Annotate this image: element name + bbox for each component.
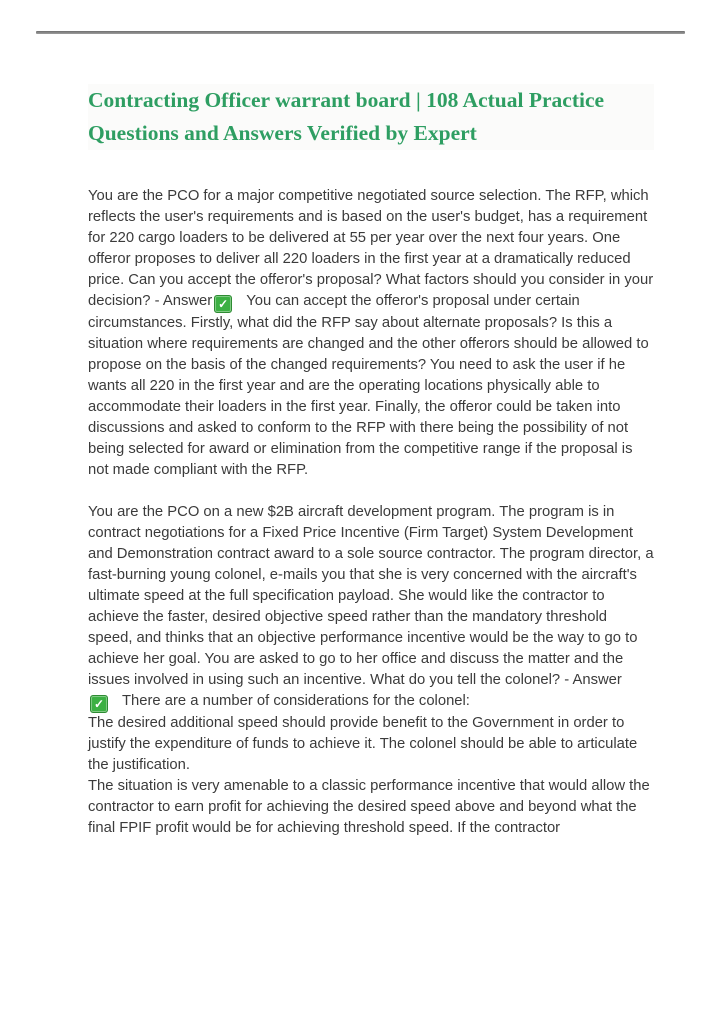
paragraph (88, 186, 654, 481)
top-horizontal-rule (36, 31, 685, 34)
document-body (88, 186, 654, 839)
document-content (88, 84, 654, 839)
answer-check-icon: ✓ (214, 295, 232, 313)
paragraph-text: You are the PCO on a new $2B aircraft development program. The program is in contract negotiations for a Fixed Price Incentive (Firm Target) System Development and Demonstration contract award to a sole source contractor. The program director, a fast-burning young colonel, e-mails you that she is very concerned with the aircraft's ultimate speed at the full specification payload. She would like the contractor to achieve the faster, desired objective speed rather than the mandatory threshold speed, and thinks that an objective performance incentive would be the way to go to achieve her goal. You are asked to go to her office and discuss the matter and the issues involved in using such an incentive. What do you tell the colonel? - Answer (88, 504, 654, 688)
paragraph-text: You can accept the offeror's proposal under certain circumstances. Firstly, what did the RFP say about alternate proposals? Is this a situation where requirements are changed and the other offerors should be allowed to propose on the basis of the changed requirements? You need to ask the user if he wants all 220 in the first year and are the operating locations physically able to accommodate their loaders in the first year. Finally, the offeror could be taken into discussions and asked to conform to the RFP with there being the possibility of not being selected for award or elimination from the competitive range if the proposal is not made compliant with the RFP. (88, 293, 649, 478)
paragraph-text: There are a number of considerations for the colonel: (122, 693, 470, 709)
paragraph-text: You are the PCO for a major competitive negotiated source selection. The RFP, which reflects the user's requirements and is based on the user's budget, has a requirement for 220 cargo loaders to be delivered at 55 per year over the next four years. One offeror proposes to deliver all 220 loaders in the first year at a dramatically reduced price. Can you accept the offeror's proposal? What factors should you consider in your decision? - Answer (88, 188, 654, 309)
paragraph (88, 502, 654, 839)
paragraph-text: The situation is very amenable to a classic performance incentive that would allow the contractor to earn profit for achieving the desired speed above and beyond what the final FPIF profit would be for achieving threshold speed. If the contractor (88, 778, 650, 836)
paragraph-text: The desired additional speed should provide benefit to the Government in order to justify the expenditure of funds to achieve it. The colonel should be able to articulate the justification. (88, 715, 638, 773)
answer-check-icon: ✓ (90, 695, 108, 713)
document-title: Contracting Officer warrant board | 108 Actual Practice Questions and Answers Verified by Expert (88, 84, 654, 150)
